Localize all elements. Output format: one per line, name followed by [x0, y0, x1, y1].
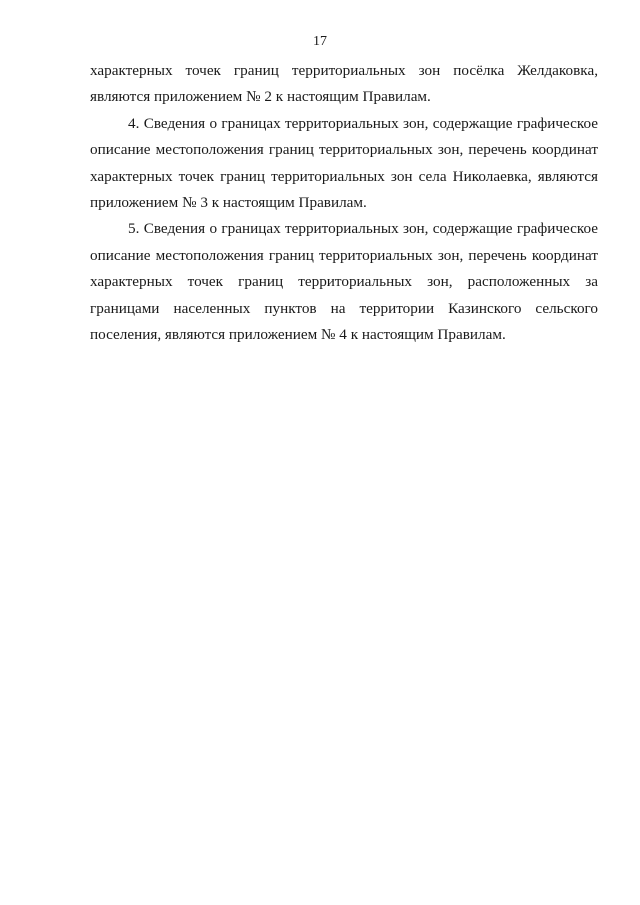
text-line: описание местоположения границ территориальных зон, перечень координат — [90, 141, 598, 159]
paragraph — [90, 216, 598, 348]
text-line: поселения, являются приложением № 4 к настоящим Правилам. — [90, 326, 506, 344]
body-text — [90, 58, 598, 348]
text-line: границами населенных пунктов на территории Казинского сельского — [90, 299, 598, 317]
paragraph — [90, 58, 598, 111]
text-line: характерных точек границ территориальных зон посёлка Желдаковка, — [90, 62, 598, 79]
text-line: описание местоположения границ территориальных зон, перечень координат — [90, 246, 598, 264]
paragraph — [90, 111, 598, 217]
text-line: являются приложением № 2 к настоящим Правилам. — [90, 88, 431, 106]
text-line: 4. Сведения о границах территориальных зон, содержащие графическое — [128, 114, 598, 132]
text-line: характерных точек границ территориальных зон, расположенных за — [90, 273, 598, 291]
text-line: характерных точек границ территориальных зон села Николаевка, являются — [90, 167, 598, 185]
text-line: 5. Сведения о границах территориальных зон, содержащие графическое — [128, 220, 598, 238]
text-line: приложением № 3 к настоящим Правилам. — [90, 194, 367, 212]
page-number: 17 — [313, 34, 327, 49]
